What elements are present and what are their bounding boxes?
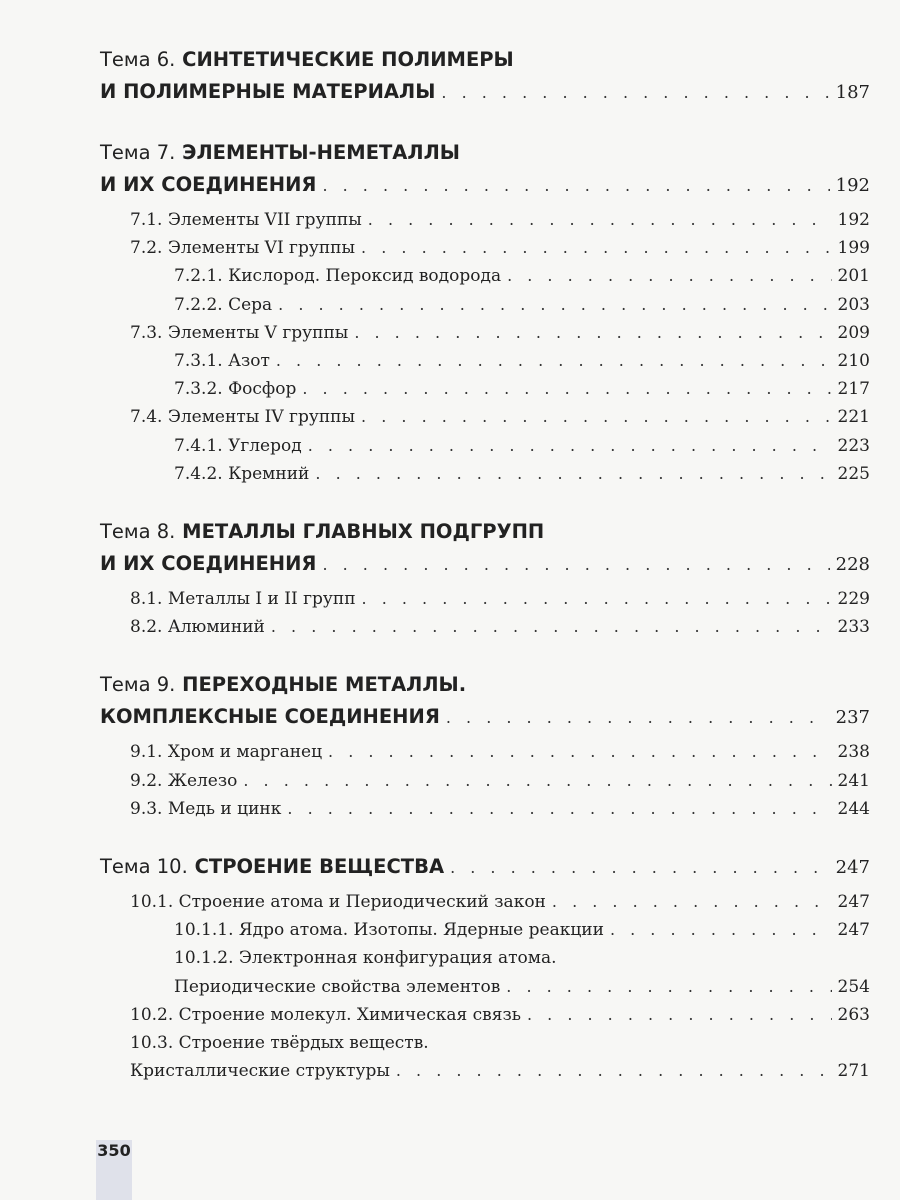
entry-title: 10.1.1. Ядро атома. Изотопы. Ядерные реакции <box>174 920 604 941</box>
page-ref: 192 <box>837 210 870 230</box>
dot-leader <box>243 767 831 795</box>
theme-9 <box>100 669 870 823</box>
toc-entry[interactable] <box>100 795 870 823</box>
page-ref: 199 <box>837 238 870 259</box>
page-ref: 271 <box>837 1061 870 1082</box>
page-ref: 263 <box>837 1004 870 1025</box>
dot-leader <box>506 973 831 1001</box>
entry-title: 8.2. Алюминий <box>130 617 265 638</box>
dot-leader <box>328 738 832 766</box>
toc-entry[interactable] <box>100 888 870 916</box>
theme-title: СТРОЕНИЕ ВЕЩЕСТВА <box>194 855 445 879</box>
page-number: 350 <box>97 1141 131 1160</box>
theme-prefix: Тема 10. <box>100 855 188 879</box>
theme-prefix: Тема 7. <box>100 141 176 164</box>
dot-leader <box>287 795 831 823</box>
theme-prefix: Тема 9. <box>100 673 176 697</box>
page-ref: 210 <box>837 351 870 372</box>
theme-title-line1 <box>100 44 870 76</box>
page-ref: 244 <box>837 798 870 819</box>
entry-title: 10.1. Строение атома и Периодический закон <box>130 892 546 913</box>
entry-title: 9.1. Хром и марганец <box>130 742 323 763</box>
theme-title-line1 <box>100 137 870 169</box>
toc-entry[interactable] <box>100 375 870 403</box>
dot-leader <box>446 702 830 734</box>
entry-title: 7.2.1. Кислород. Пероксид водорода <box>174 266 502 287</box>
toc-entry[interactable] <box>100 701 870 734</box>
dot-leader <box>362 585 832 613</box>
dot-leader <box>552 888 832 916</box>
theme-7 <box>100 137 870 488</box>
page-ref: 225 <box>837 463 870 484</box>
entry-title: 7.3.2. Фосфор <box>174 379 297 400</box>
theme-title-line2: И ИХ СОЕДИНЕНИЯ <box>100 173 317 196</box>
toc-entry[interactable] <box>100 291 870 319</box>
dot-leader <box>308 432 832 460</box>
entry-title: 7.2. Элементы VI группы <box>130 238 356 259</box>
toc-entry[interactable] <box>100 432 870 460</box>
dot-leader <box>610 916 832 944</box>
toc-entry[interactable] <box>100 76 870 109</box>
theme-title-line2: И ПОЛИМЕРНЫЕ МАТЕРИАЛЫ <box>100 80 436 103</box>
toc-entry[interactable] <box>100 738 870 766</box>
theme-prefix: Тема 6. <box>100 48 176 71</box>
dot-leader <box>322 170 829 202</box>
page-ref: 217 <box>837 379 870 400</box>
page-ref: 187 <box>835 82 870 103</box>
dot-leader <box>361 234 832 262</box>
entry-title: 8.1. Металлы I и II групп <box>130 589 356 610</box>
entry-title: 7.4. Элементы IV группы <box>130 407 356 428</box>
page-ref: 238 <box>837 742 870 763</box>
dot-leader <box>450 852 830 884</box>
page-ref: 233 <box>837 617 870 638</box>
page-ref: 254 <box>837 976 870 997</box>
page-ref: 201 <box>837 266 870 287</box>
theme-title: ЭЛЕМЕНТЫ-НЕМЕТАЛЛЫ <box>182 141 460 164</box>
entry-title: 7.2.2. Сера <box>174 294 273 315</box>
theme-title-line1 <box>100 851 444 883</box>
entry-title: 9.2. Железо <box>130 770 238 791</box>
toc-entry[interactable] <box>100 548 870 581</box>
theme-title-line1 <box>100 669 870 701</box>
dot-leader <box>396 1057 832 1085</box>
entry-title: 9.3. Медь и цинк <box>130 798 282 819</box>
page-ref: 228 <box>835 554 870 576</box>
entry-title: 7.3.1. Азот <box>174 351 270 372</box>
toc-entry[interactable] <box>100 851 870 884</box>
entry-title: 7.4.2. Кремний <box>174 463 310 484</box>
toc-entry[interactable] <box>100 206 870 234</box>
theme-prefix: Тема 8. <box>100 520 176 544</box>
page-ref: 203 <box>837 294 870 315</box>
dot-leader <box>278 291 831 319</box>
toc-entry[interactable] <box>100 585 870 613</box>
theme-6 <box>100 44 870 109</box>
toc-entry[interactable] <box>100 1057 870 1085</box>
entry-title: 7.1. Элементы VII группы <box>130 210 362 230</box>
dot-leader <box>361 403 832 431</box>
entry-title-line1: 10.1.2. Электронная конфигурация атома. <box>174 948 557 969</box>
page-ref: 247 <box>837 920 870 941</box>
page-ref: 247 <box>837 892 870 913</box>
dot-leader <box>315 460 831 488</box>
toc-entry[interactable] <box>100 169 870 202</box>
dot-leader <box>302 375 831 403</box>
toc-entry[interactable] <box>100 262 870 290</box>
dot-leader <box>368 206 832 234</box>
page-ref: 237 <box>835 707 870 729</box>
toc-entry[interactable] <box>100 460 870 488</box>
table-of-contents <box>100 44 870 1085</box>
dot-leader <box>271 613 832 641</box>
dot-leader <box>322 549 829 581</box>
entry-title: 7.3. Элементы V группы <box>130 322 349 343</box>
entry-title-line2: Кристаллические структуры <box>130 1061 390 1082</box>
dot-leader <box>527 1001 832 1029</box>
page-ref: 192 <box>835 175 870 196</box>
dot-leader <box>276 347 832 375</box>
dot-leader <box>507 262 831 290</box>
entry-title-line2: Периодические свойства элементов <box>174 976 501 997</box>
page-ref: 209 <box>837 322 870 343</box>
toc-entry[interactable] <box>100 347 870 375</box>
subsection-list <box>100 585 870 641</box>
dot-leader <box>441 77 829 109</box>
theme-title: ПЕРЕХОДНЫЕ МЕТАЛЛЫ. <box>182 673 467 697</box>
subsection-list <box>100 206 870 488</box>
toc-entry[interactable] <box>100 973 870 1001</box>
theme-title: СИНТЕТИЧЕСКИЕ ПОЛИМЕРЫ <box>182 48 514 71</box>
toc-entry[interactable] <box>100 234 870 262</box>
toc-entry[interactable] <box>100 767 870 795</box>
page-ref: 223 <box>837 435 870 456</box>
toc-entry[interactable] <box>100 1001 870 1029</box>
theme-title-line2: КОМПЛЕКСНЫЕ СОЕДИНЕНИЯ <box>100 705 440 729</box>
theme-title-line1 <box>100 516 870 548</box>
subsection-list <box>100 888 870 1085</box>
dot-leader <box>354 319 831 347</box>
subsection-list <box>100 738 870 823</box>
toc-entry[interactable] <box>100 319 870 347</box>
page-ref: 241 <box>837 770 870 791</box>
theme-title-line2: И ИХ СОЕДИНЕНИЯ <box>100 552 317 576</box>
entry-title: 7.4.1. Углерод <box>174 435 302 456</box>
page-number-tab <box>96 1140 132 1200</box>
page-ref: 247 <box>835 857 870 879</box>
theme-title: МЕТАЛЛЫ ГЛАВНЫХ ПОДГРУПП <box>182 520 545 544</box>
entry-title-line1: 10.3. Строение твёрдых веществ. <box>130 1033 429 1054</box>
page-ref: 229 <box>837 589 870 610</box>
entry-title: 10.2. Строение молекул. Химическая связь <box>130 1004 521 1025</box>
toc-entry[interactable] <box>100 916 870 944</box>
page-ref: 221 <box>837 407 870 428</box>
toc-entry[interactable] <box>100 403 870 431</box>
toc-entry[interactable] <box>100 613 870 641</box>
theme-8 <box>100 516 870 641</box>
theme-10 <box>100 851 870 1085</box>
